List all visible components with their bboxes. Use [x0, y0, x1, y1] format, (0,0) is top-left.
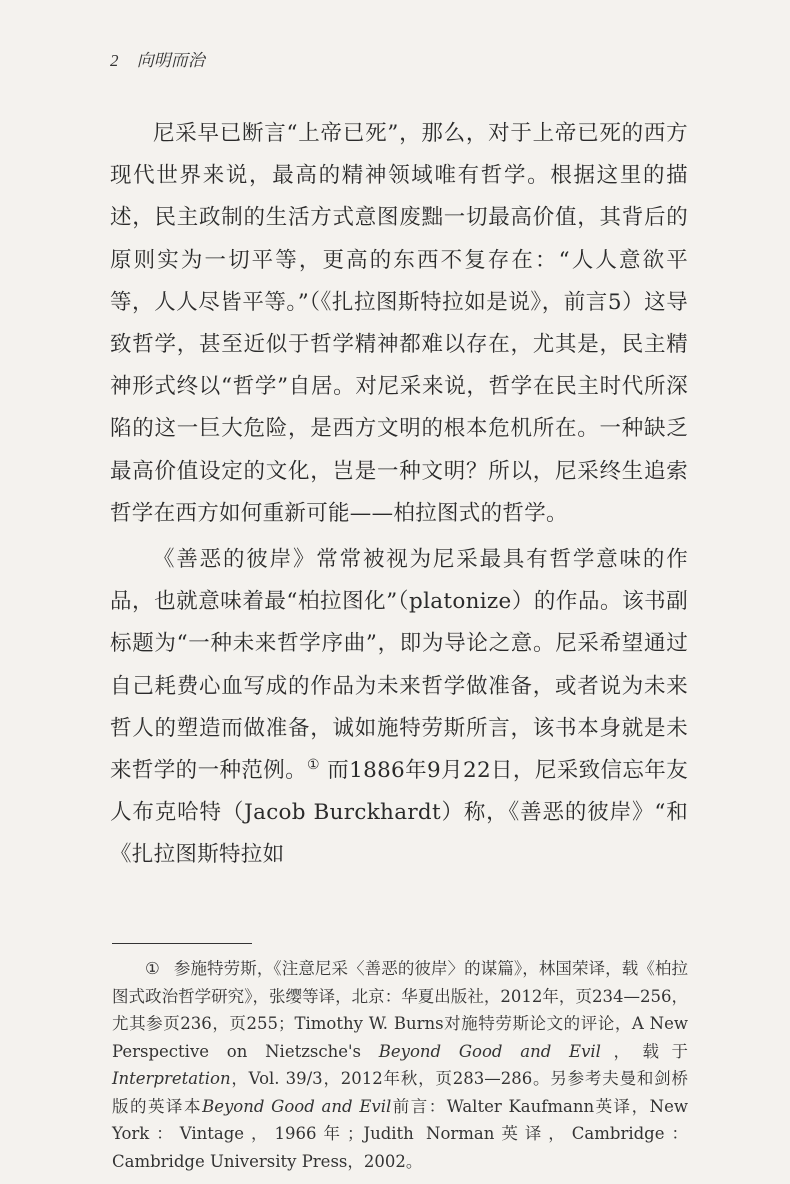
- footnote-text: 参施特劳斯，《注意尼采〈善恶的彼岸〉的谋篇》，林国荣译，载《柏拉图式政治哲学研究》，张缨等译，北京：华夏出版社，2012年，页234—256，尤其参页236，页255；Timothy W. Burns对施特劳斯论文的评论，A New Perspective on Nietzsche's: [112, 959, 689, 1061]
- book-title: Beyond Good and Evil: [202, 1096, 392, 1116]
- paragraph: 尼采早已断言“上帝已死”，那么，对于上帝已死的西方现代世界来说，最高的精神领域唯有哲学。根据这里的描述，民主政制的生活方式意图废黜一切最高价值，其背后的原则实为一切平等，更高的东西不复存在：“人人意欲平等，人人尽皆平等。”（《扎拉图斯特拉如是说》，前言5）这导致哲学，甚至近似于哲学精神都难以存在，尤其是，民主精神形式终以“哲学”自居。对尼采来说，哲学在民主时代所深陷的这一巨大危险，是西方文明的根本危机所在。一种缺乏最高价值设定的文化，岂是一种文明？所以，尼采终生追索哲学在西方如何重新可能——柏拉图式的哲学。: [110, 121, 688, 526]
- footnote-text: ，载于: [600, 1041, 688, 1061]
- page-number: 2: [110, 51, 119, 70]
- main-text: [110, 113, 688, 881]
- footnotes: [112, 955, 688, 1175]
- running-header: [110, 46, 205, 71]
- footnote: [112, 955, 688, 1175]
- footnote-marker: ①: [145, 959, 160, 978]
- paragraph: [110, 539, 688, 877]
- running-title: 向明而治: [136, 51, 205, 70]
- paragraph-text: 《善恶的彼岸》常常被视为尼采最具有哲学意味的作品，也就意味着最“柏拉图化”（platonize）的作品。该书副标题为“一种未来哲学序曲”，即为导论之意。尼采希望通过自己耗费心血写成的作品为未来哲学做准备，或者说为未来哲人的塑造而做准备，诚如施特劳斯所言，该书本身就是未来哲学的一种范例。: [110, 547, 688, 784]
- journal-title: Interpretation: [112, 1069, 231, 1088]
- footnote-reference[interactable]: ①: [307, 756, 320, 773]
- book-title: Beyond Good and Evil: [378, 1041, 601, 1061]
- footnote-divider: [112, 943, 252, 944]
- footnote-text: 前言：Walter Kaufmann英译，New York：Vintage，1966年；Judith Norman英译，Cambridge：Cambridge University Press，2002。: [112, 1096, 688, 1171]
- paragraph-text: 而1886年9月22日，尼采致信忘年友人布克哈特（Jacob Burckhardt）称，《善恶的彼岸》“和《扎拉图斯特拉如: [110, 758, 688, 868]
- footnote-text: ，Vol. 39/3，2012年秋，页283—286。另参考夫曼和剑桥版的英译本: [112, 1069, 688, 1116]
